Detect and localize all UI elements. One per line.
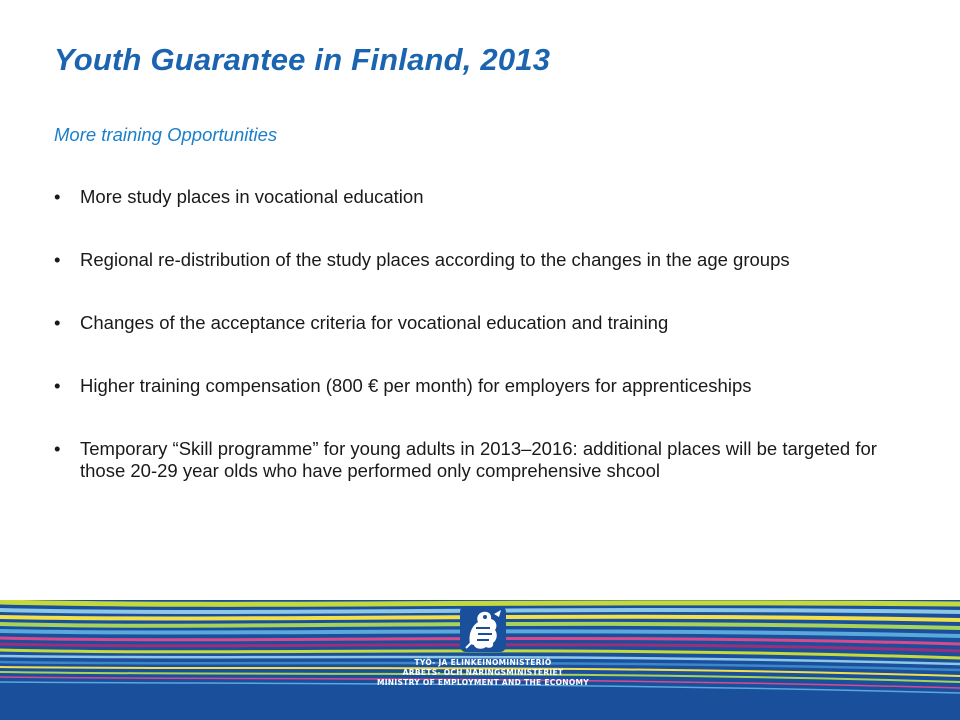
- ministry-name: [358, 658, 608, 688]
- bullet-icon: •: [54, 312, 61, 333]
- ministry-name-en: MINISTRY OF EMPLOYMENT AND THE ECONOMY: [376, 678, 590, 687]
- bullet-icon: •: [54, 438, 61, 459]
- bullet-item: [54, 375, 884, 397]
- bullet-text: Temporary “Skill programme” for young adults in 2013–2016: additional places will be targeted for those 20-29 year olds who have performed only comprehensive shcool: [80, 438, 877, 481]
- bullet-text: Changes of the acceptance criteria for vocational education and training: [80, 312, 669, 333]
- lion-crest-icon: [458, 604, 508, 654]
- bullet-list: [54, 186, 884, 523]
- bullet-text: More study places in vocational education: [80, 186, 424, 207]
- ministry-name-sv: ARBETS- OCH NÄRINGSMINISTERIET: [402, 668, 564, 677]
- bullet-icon: •: [54, 186, 61, 207]
- slide-subtitle: More training Opportunities: [54, 124, 278, 145]
- bullet-icon: •: [54, 375, 61, 396]
- bullet-text: Higher training compensation (800 € per month) for employers for apprenticeships: [80, 375, 752, 396]
- footer-banner: [0, 600, 960, 720]
- bullet-item: [54, 249, 884, 271]
- slide-title: Youth Guarantee in Finland, 2013: [54, 42, 551, 77]
- ministry-name-fi: TYÖ- JA ELINKEINOMINISTERIÖ: [414, 658, 552, 667]
- bullet-item: [54, 438, 884, 482]
- bullet-icon: •: [54, 249, 61, 270]
- bullet-item: [54, 186, 884, 208]
- bullet-item: [54, 312, 884, 334]
- bullet-text: Regional re-distribution of the study places according to the changes in the age groups: [80, 249, 790, 270]
- ministry-logo: [358, 600, 608, 720]
